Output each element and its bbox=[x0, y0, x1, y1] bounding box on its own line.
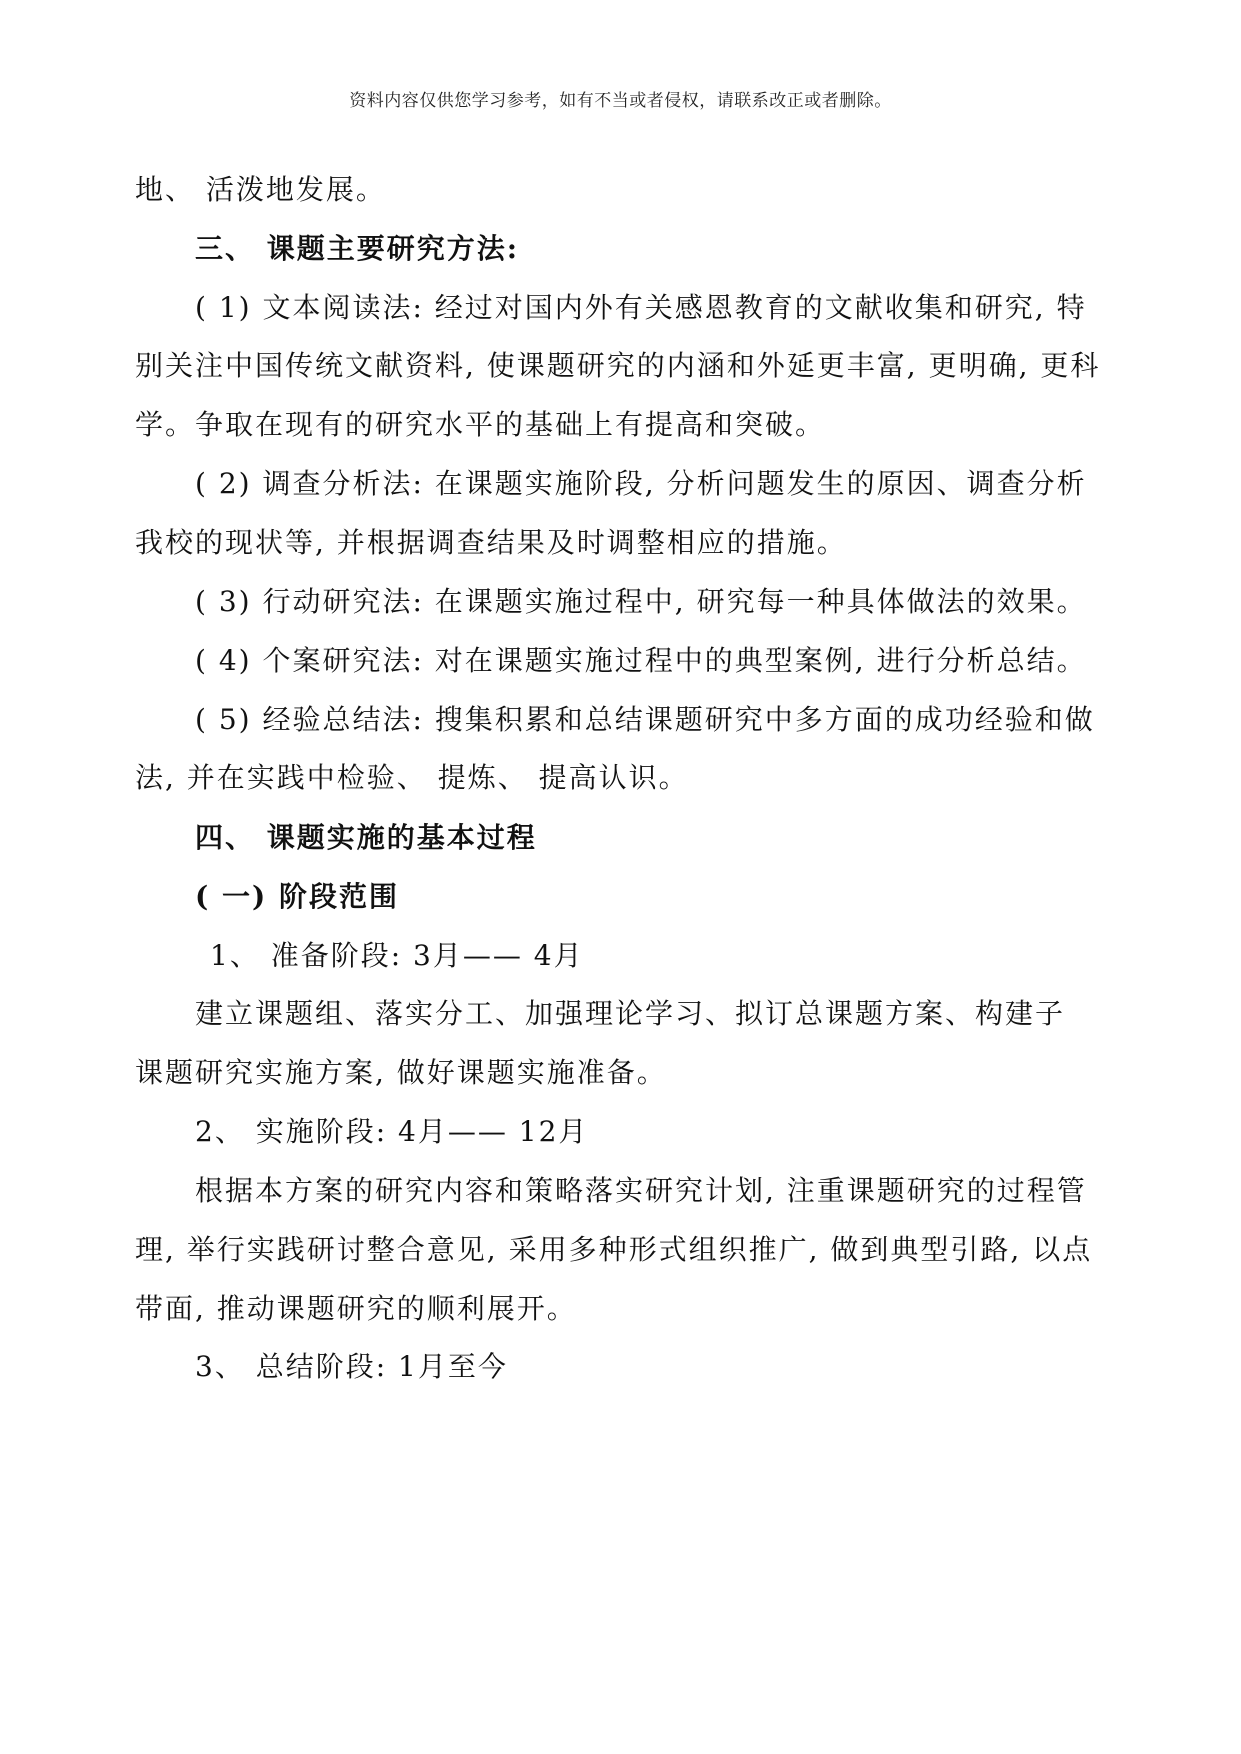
method-4-line: ( 4) 个案研究法: 对在课题实施过程中的典型案例, 进行分析总结。 bbox=[195, 644, 1087, 677]
method-1-line-2: 别关注中国传统文献资料, 使课题研究的内涵和外延更丰富, 更明确, 更科 bbox=[135, 349, 1101, 382]
method-5-line-2: 法, 并在实践中检验、 提炼、 提高认识。 bbox=[135, 761, 689, 794]
section-heading-methods: 三、 课题主要研究方法: bbox=[195, 232, 520, 265]
section-heading-process: 四、 课题实施的基本过程 bbox=[195, 821, 537, 854]
stage-2-desc-line-2: 理, 举行实践研讨整合意见, 采用多种形式组织推广, 做到典型引路, 以点 bbox=[135, 1233, 1093, 1266]
method-3-line: ( 3) 行动研究法: 在课题实施过程中, 研究每一种具体做法的效果。 bbox=[195, 585, 1087, 618]
method-2-line-2: 我校的现状等, 并根据调查结果及时调整相应的措施。 bbox=[135, 526, 847, 559]
stage-3-title: 3、 总结阶段: 1月至今 bbox=[195, 1350, 508, 1383]
stage-1-desc-line-1: 建立课题组、落实分工、加强理论学习、拟订总课题方案、构建子 bbox=[195, 997, 1066, 1030]
method-5-line-1: ( 5) 经验总结法: 搜集积累和总结课题研究中多方面的成功经验和做 bbox=[195, 703, 1095, 736]
subsection-heading-stages: ( 一) 阶段范围 bbox=[195, 880, 399, 913]
stage-2-title: 2、 实施阶段: 4月—— 12月 bbox=[195, 1115, 589, 1148]
stage-1-desc-line-2: 课题研究实施方案, 做好课题实施准备。 bbox=[135, 1056, 667, 1089]
method-1-line-1: ( 1) 文本阅读法: 经过对国内外有关感恩教育的文献收集和研究, 特 bbox=[195, 291, 1087, 324]
stage-1-title: 1、 准备阶段: 3月—— 4月 bbox=[210, 939, 584, 972]
stage-2-desc-line-1: 根据本方案的研究内容和策略落实研究计划, 注重课题研究的过程管 bbox=[195, 1174, 1087, 1207]
body-line-continuation: 地、 活泼地发展。 bbox=[135, 173, 386, 206]
header-disclaimer: 资料内容仅供您学习参考，如有不当或者侵权，请联系改正或者删除。 bbox=[349, 91, 892, 111]
stage-2-desc-line-3: 带面, 推动课题研究的顺利展开。 bbox=[135, 1292, 577, 1325]
method-1-line-3: 学。争取在现有的研究水平的基础上有提高和突破。 bbox=[135, 408, 826, 441]
method-2-line-1: ( 2) 调查分析法: 在课题实施阶段, 分析问题发生的原因、调查分析 bbox=[195, 467, 1087, 500]
